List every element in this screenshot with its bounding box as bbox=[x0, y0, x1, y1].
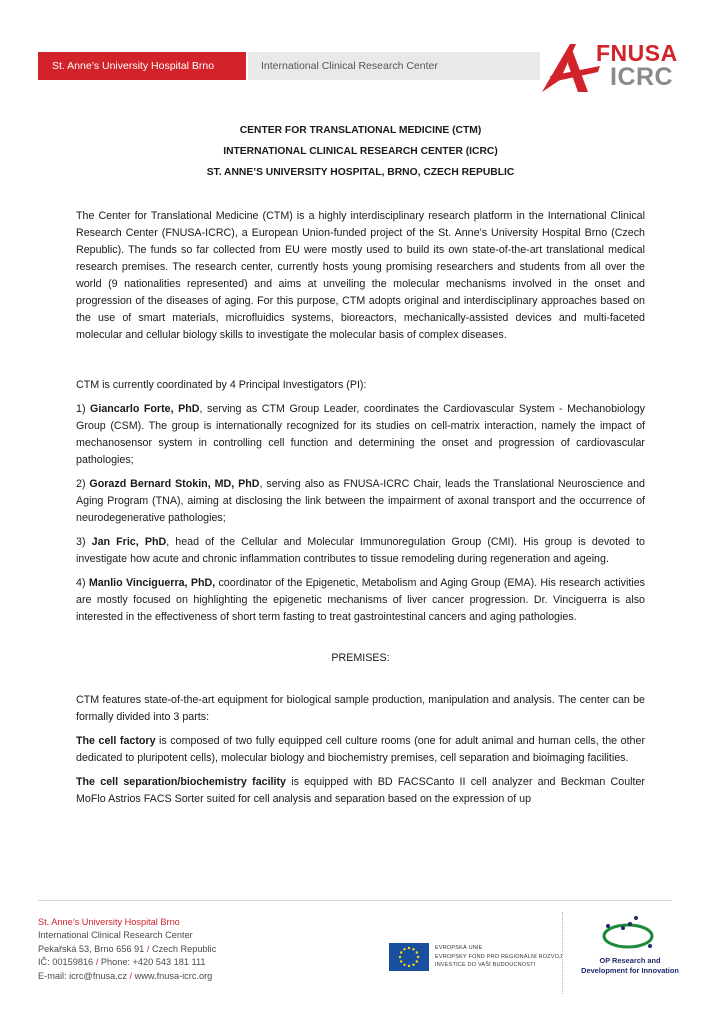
footer-divider bbox=[38, 900, 672, 901]
document-body bbox=[76, 120, 645, 808]
logo-fnusa-text: FNUSA bbox=[596, 40, 678, 66]
header-center-band bbox=[248, 52, 540, 80]
footer-web bbox=[38, 970, 216, 983]
pi-description: coordinator of the Epigenetic, Metabolism and Aging Group (EMA). His research activities are mostly focused on highlighting the epigenetic mechanisms of liver cancer progression. Dr. Vinciguerra is also interested in the effectiveness of short term fasting to treat gastrointestinal cancers and aging pathologies. bbox=[76, 577, 645, 623]
logo-icrc-text: ICRC bbox=[610, 63, 674, 91]
eu-line: INVESTICE DO VAŠÍ BUDOUCNOSTI bbox=[435, 962, 536, 968]
pi-name: Giancarlo Forte, PhD bbox=[90, 403, 200, 415]
pi-name: Gorazd Bernard Stokin, MD, PhD bbox=[89, 478, 260, 490]
header-hospital-label: St. Anne’s University Hospital Brno bbox=[52, 60, 215, 72]
pi-description: , serving also as FNUSA-ICRC Chair, leads the Translational Neuroscience and Aging Program (TNA), aiming at disclosing the link between the impairment of axonal transport and the occurrence of neurodegenerative pathologies; bbox=[76, 478, 645, 524]
intro-paragraph: The Center for Translational Medicine (CTM) is a highly interdisciplinary research platform in the International Clinical Research Center (FNUSA-ICRC), a European Union-funded project of the St. Anne’s University Hospital Brno (Czech Republic). The funds so far collected from EU were mostly used to build its own state-of-the-art translational medical research premises. The research center, currently hosts young promising researchers and students from all over the world (9 nationalities represented) and aims at unveiling the molecular mechanisms involved in the onset and progression of the diseases of aging. For this purpose, CTM adopts original and interdisciplinary approaches based on the use of smart materials, microfluidics systems, bioreactors, mechanically-assisted devices and multi-faceted molecular and cellular biology skills to investigate the molecular basis of complex diseases. bbox=[76, 210, 645, 341]
footer-website[interactable]: www.fnusa-icrc.org bbox=[134, 970, 213, 981]
pi-number: 4) bbox=[76, 577, 89, 589]
pi-item bbox=[76, 401, 645, 469]
document-title: CENTER FOR TRANSLATIONAL MEDICINE (CTM) bbox=[239, 125, 482, 136]
pi-number: 2) bbox=[76, 478, 90, 490]
footer-separator: / bbox=[146, 943, 150, 954]
footer-country: Czech Republic bbox=[151, 943, 217, 954]
footer-ic: IČ: 00159816 bbox=[38, 957, 94, 968]
pi-name: Jan Fric, PhD bbox=[91, 536, 167, 548]
pi-description: , serving as CTM Group Leader, coordinates the Cardiovascular System - Mechanobiology Group (CSM). The group is internationally recognized for its studies on cell-matrix interaction, namely the impact of mechanosensor system in controlling cell function and determining the onset and progression of cardiovascular pathologies; bbox=[76, 403, 645, 466]
footer-center: International Clinical Research Center bbox=[38, 930, 193, 941]
eu-funding-text bbox=[435, 944, 562, 970]
pi-description: , head of the Cellular and Molecular Immunoregulation Group (CMI). His group is devoted to investigate how acute and chronic inflammation contributes to tissue remodeling during regeneration and ageing. bbox=[76, 536, 645, 565]
premises-part bbox=[76, 774, 645, 808]
footer-contact bbox=[38, 916, 216, 983]
footer-phone: Phone: +420 543 181 111 bbox=[100, 957, 206, 968]
pi-item bbox=[76, 575, 645, 626]
footer-vertical-divider bbox=[562, 912, 563, 994]
footer-separator: / bbox=[129, 970, 133, 981]
footer-separator: / bbox=[95, 957, 99, 968]
document-subtitle-hospital: ST. ANNE’S UNIVERSITY HOSPITAL, BRNO, CZECH REPUBLIC bbox=[206, 167, 515, 178]
premises-heading: PREMISES: bbox=[331, 652, 390, 664]
footer-street: Pekařská 53, Brno 656 91 bbox=[38, 943, 145, 954]
premises-intro-paragraph: CTM features state-of-the-art equipment for biological sample production, manipulation and analysis. The center can be formally divided into 3 parts: bbox=[76, 694, 645, 723]
footer-ids bbox=[38, 956, 216, 969]
footer-hospital: St. Anne’s University Hospital Brno bbox=[38, 917, 180, 927]
header-center-label: International Clinical Research Center bbox=[261, 60, 438, 72]
part-name: The cell factory bbox=[76, 735, 156, 747]
op-research-text bbox=[578, 956, 682, 975]
pi-item bbox=[76, 534, 645, 568]
op-line: OP Research and bbox=[599, 956, 661, 965]
premises-part bbox=[76, 733, 645, 767]
document-subtitle-icrc: INTERNATIONAL CLINICAL RESEARCH CENTER (ICRC) bbox=[223, 146, 498, 157]
footer-email[interactable]: E-mail: icrc@fnusa.cz bbox=[38, 970, 127, 981]
op-research-logo-icon bbox=[590, 914, 680, 994]
coordination-paragraph: CTM is currently coordinated by 4 Principal Investigators (PI): bbox=[76, 379, 367, 391]
part-description: is equipped with BD FACSCanto II cell analyzer and Beckman Coulter MoFlo Astrios FACS Sorter suited for cell analysis and separation based on the expression of up bbox=[76, 776, 645, 805]
part-name: The cell separation/biochemistry facility bbox=[76, 776, 286, 788]
fnusa-icrc-logo bbox=[540, 38, 680, 94]
pi-item bbox=[76, 476, 645, 527]
eu-flag-icon bbox=[389, 943, 429, 971]
part-description: is composed of two fully equipped cell culture rooms (one for adult animal and human cells, the other dedicated to pluripotent cells), molecular biology and biochemistry premises, cell separation and bioimaging facilities. bbox=[76, 735, 645, 764]
eu-line: EVROPSKÁ UNIE bbox=[435, 945, 483, 951]
footer-address bbox=[38, 943, 216, 956]
pi-number: 3) bbox=[76, 536, 92, 548]
pi-name: Manlio Vinciguerra, PhD, bbox=[88, 577, 216, 589]
eu-line: EVROPSKÝ FOND PRO REGIONÁLNÍ ROZVOJ bbox=[435, 953, 563, 960]
pi-number: 1) bbox=[76, 403, 91, 415]
op-line: Development for Innovation bbox=[581, 965, 679, 975]
header-hospital-band bbox=[38, 52, 246, 80]
